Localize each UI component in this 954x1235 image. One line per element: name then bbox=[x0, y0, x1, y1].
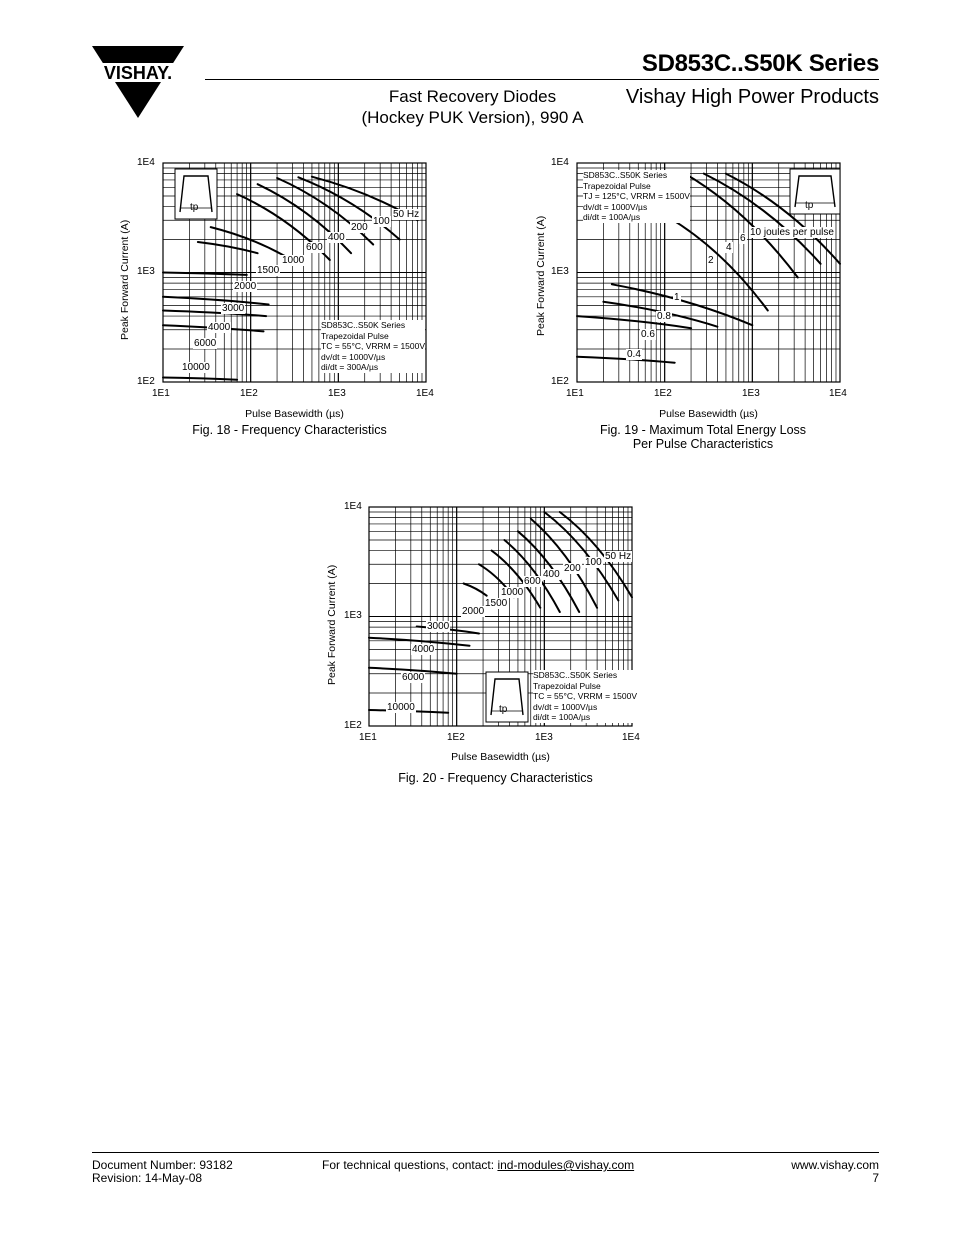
footer-contact bbox=[322, 1159, 634, 1172]
fig19-ytick-1e3: 1E3 bbox=[551, 266, 569, 277]
fig20-note-2: TC = 55°C, VRRM = 1500V bbox=[533, 691, 638, 701]
fig20-label-600: 600 bbox=[524, 576, 541, 587]
website-link[interactable]: www.vishay.com bbox=[791, 1158, 879, 1172]
fig20-label-1500: 1500 bbox=[485, 598, 508, 609]
fig19-label-0.4: 0.4 bbox=[627, 349, 641, 360]
doc-number: Document Number: 93182 bbox=[92, 1158, 233, 1172]
series-curve-10000 bbox=[163, 378, 237, 380]
contact-prefix: For technical questions, contact: bbox=[322, 1158, 498, 1172]
fig20-label-50hz: 50 Hz bbox=[605, 551, 632, 562]
series-curve-100 bbox=[298, 177, 399, 239]
fig19-note-3: dv/dt = 1000V/µs bbox=[583, 201, 648, 212]
fig19-label-2: 2 bbox=[708, 255, 714, 266]
fig19-ylabel: Peak Forward Current (A) bbox=[535, 215, 547, 336]
series-curve-1000 bbox=[211, 227, 286, 256]
fig18-label-50hz: 50 Hz bbox=[393, 209, 420, 220]
fig20-xtick-1e1: 1E1 bbox=[359, 732, 377, 743]
fig20-label-200: 200 bbox=[564, 563, 581, 574]
fig19-ytick-1e4: 1E4 bbox=[551, 157, 569, 168]
revision: Revision: 14-May-08 bbox=[92, 1171, 203, 1185]
fig20-label-2000: 2000 bbox=[462, 606, 485, 617]
contact-email-link[interactable]: ind-modules@vishay.com bbox=[497, 1158, 635, 1172]
fig20-notes bbox=[533, 670, 637, 723]
fig18-label-1500: 1500 bbox=[257, 265, 280, 276]
fig18-ylabel: Peak Forward Current (A) bbox=[119, 219, 131, 340]
footer-rule bbox=[92, 1152, 879, 1153]
fig19-notes bbox=[583, 170, 690, 223]
fig19-caption-line2: Per Pulse Characteristics bbox=[632, 437, 774, 451]
fig20-inset-label: tp bbox=[499, 704, 508, 715]
fig18-note-4: di/dt = 300A/µs bbox=[321, 362, 379, 372]
subtitle-line-2: (Hockey PUK Version), 990 A bbox=[361, 108, 584, 127]
fig18-label-200: 200 bbox=[351, 222, 368, 233]
series-title: SD853C..S50K Series bbox=[641, 50, 879, 77]
series-curve-200 bbox=[277, 178, 373, 245]
fig20-label-10000: 10000 bbox=[387, 702, 415, 713]
fig18-label-1000: 1000 bbox=[282, 255, 305, 266]
fig18-label-100: 100 bbox=[373, 216, 390, 227]
fig19-ytick-1e2: 1E2 bbox=[551, 376, 569, 387]
fig20-label-3000: 3000 bbox=[427, 621, 450, 632]
fig18-note-3: dv/dt = 1000V/µs bbox=[321, 351, 386, 362]
fig19-note-0: SD853C..S50K Series bbox=[583, 170, 668, 180]
header-rule bbox=[205, 79, 879, 80]
fig18-ytick-1e3: 1E3 bbox=[137, 266, 155, 277]
series-curve-1 bbox=[612, 284, 752, 325]
fig19-inset-label: tp bbox=[805, 200, 814, 211]
footer-right bbox=[700, 1159, 879, 1185]
fig18-label-2000: 2000 bbox=[234, 281, 257, 292]
fig20-label-400: 400 bbox=[543, 569, 560, 580]
series-curve-1500 bbox=[198, 242, 258, 253]
fig18-ytick-1e4: 1E4 bbox=[137, 157, 155, 168]
fig20-ytick-1e2: 1E2 bbox=[344, 720, 362, 731]
fig18-xtick-1e1: 1E1 bbox=[152, 388, 170, 399]
subtitle-line-1: Fast Recovery Diodes bbox=[388, 87, 557, 106]
fig18-xlabel: Pulse Basewidth (µs) bbox=[245, 408, 344, 420]
logo-brand: VISHAY. bbox=[103, 63, 173, 83]
fig20-xlabel: Pulse Basewidth (µs) bbox=[451, 751, 550, 763]
fig19-label-0.8: 0.8 bbox=[657, 311, 671, 322]
fig19-caption-line1: Fig. 19 - Maximum Total Energy Loss bbox=[599, 423, 807, 437]
fig20-label-4000: 4000 bbox=[412, 644, 435, 655]
fig19-xtick-1e4: 1E4 bbox=[829, 388, 847, 399]
fig18-label-6000: 6000 bbox=[194, 338, 217, 349]
fig18-note-1: Trapezoidal Pulse bbox=[321, 330, 389, 341]
fig18-label-10000: 10000 bbox=[182, 362, 210, 373]
fig20-xtick-1e3: 1E3 bbox=[535, 732, 553, 743]
fig18-notes bbox=[321, 320, 425, 373]
fig18-note-2: TC = 55°C, VRRM = 1500V bbox=[321, 341, 426, 351]
vishay-logo bbox=[92, 44, 184, 118]
fig18-xtick-1e3: 1E3 bbox=[328, 388, 346, 399]
fig19-label-10j: 10 joules per pulse bbox=[750, 227, 834, 238]
fig19-xlabel: Pulse Basewidth (µs) bbox=[659, 408, 758, 420]
fig20-ytick-1e3: 1E3 bbox=[344, 610, 362, 621]
fig18-label-3000: 3000 bbox=[222, 303, 245, 314]
fig18-label-400: 400 bbox=[328, 232, 345, 243]
fig19-xtick-1e3: 1E3 bbox=[742, 388, 760, 399]
fig20-caption: Fig. 20 - Frequency Characteristics bbox=[398, 771, 593, 785]
footer-left bbox=[92, 1159, 233, 1185]
fig19-label-0.6: 0.6 bbox=[641, 329, 655, 340]
fig20-label-100: 100 bbox=[585, 557, 602, 568]
fig18-caption: Fig. 18 - Frequency Characteristics bbox=[192, 423, 387, 437]
fig18-note-0: SD853C..S50K Series bbox=[321, 320, 406, 330]
fig18-label-600: 600 bbox=[306, 242, 323, 253]
fig20-label-1000: 1000 bbox=[501, 587, 524, 598]
fig18-xtick-1e4: 1E4 bbox=[416, 388, 434, 399]
fig19-label-1: 1 bbox=[674, 292, 680, 303]
fig20-xtick-1e2: 1E2 bbox=[447, 732, 465, 743]
fig19-xtick-1e1: 1E1 bbox=[566, 388, 584, 399]
fig20-note-0: SD853C..S50K Series bbox=[533, 670, 618, 680]
fig20-ylabel: Peak Forward Current (A) bbox=[326, 564, 338, 685]
product-subtitle bbox=[340, 86, 605, 128]
fig20-ytick-1e4: 1E4 bbox=[344, 501, 362, 512]
division-name: Vishay High Power Products bbox=[625, 86, 879, 108]
fig19-note-2: TJ = 125°C, VRRM = 1500V bbox=[583, 191, 690, 201]
fig19-note-4: di/dt = 100A/µs bbox=[583, 212, 641, 222]
fig18-inset-label: tp bbox=[190, 202, 199, 213]
fig20-xtick-1e4: 1E4 bbox=[622, 732, 640, 743]
fig19-label-4: 4 bbox=[726, 242, 732, 253]
fig20-note-4: di/dt = 100A/µs bbox=[533, 712, 591, 722]
fig18-ytick-1e2: 1E2 bbox=[137, 376, 155, 387]
fig18-label-4000: 4000 bbox=[208, 322, 231, 333]
fig19-xtick-1e2: 1E2 bbox=[654, 388, 672, 399]
fig20-note-1: Trapezoidal Pulse bbox=[533, 680, 601, 691]
fig19-note-1: Trapezoidal Pulse bbox=[583, 180, 651, 191]
page-number: 7 bbox=[872, 1171, 879, 1185]
fig20-label-6000: 6000 bbox=[402, 672, 425, 683]
fig20-note-3: dv/dt = 1000V/µs bbox=[533, 701, 598, 712]
fig18-xtick-1e2: 1E2 bbox=[240, 388, 258, 399]
fig19-label-6: 6 bbox=[740, 233, 746, 244]
series-curve-0.6 bbox=[577, 316, 691, 328]
